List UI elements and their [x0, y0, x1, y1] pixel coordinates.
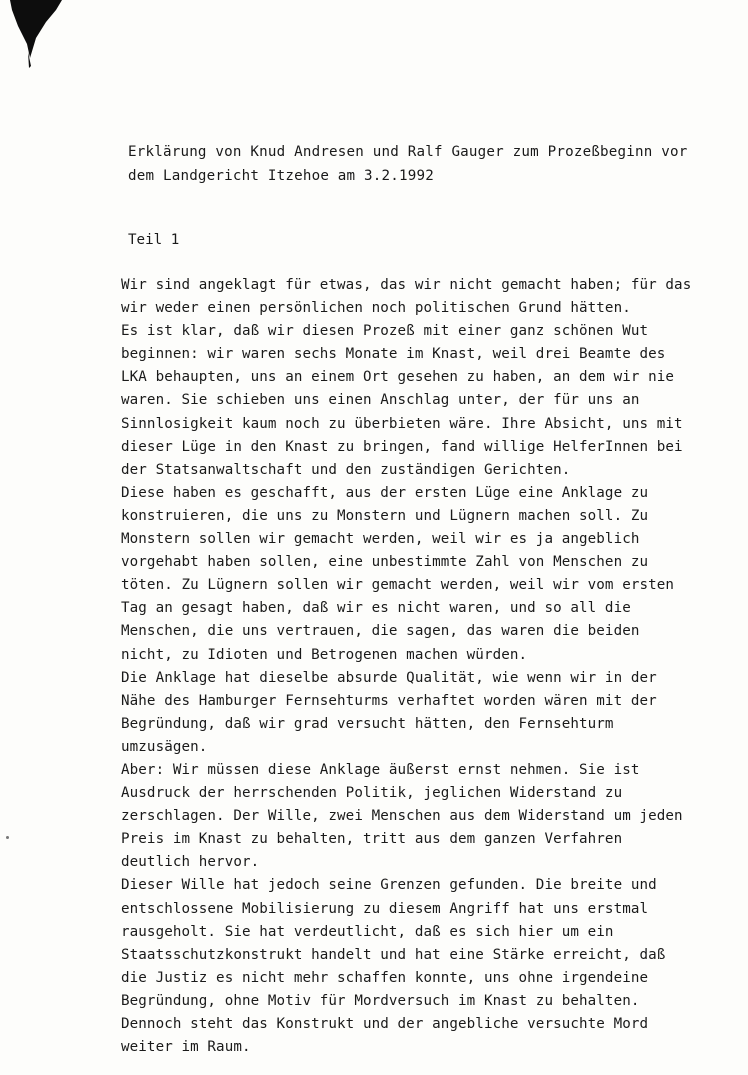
body-line: Ausdruck der herrschenden Politik, jeglichen Widerstand zu: [121, 785, 623, 802]
body-line: Menschen, die uns vertrauen, die sagen, das waren die beiden: [121, 623, 640, 640]
title-line: Erklärung von Knud Andresen und Ralf Gauger zum Prozeßbeginn vor: [128, 144, 688, 160]
scan-speck: [6, 836, 9, 839]
body-line: konstruieren, die uns zu Monstern und Lügnern machen soll. Zu: [121, 507, 649, 524]
body-line: Monstern sollen wir gemacht werden, weil wir es ja angeblich: [121, 531, 640, 548]
body-line: rausgeholt. Sie hat verdeutlicht, daß es sich hier um ein: [121, 923, 614, 940]
body-line: Dieser Wille hat jedoch seine Grenzen gefunden. Die breite und: [121, 877, 657, 894]
body-line: beginnen: wir waren sechs Monate im Knast, weil drei Beamte des: [121, 346, 666, 363]
body-line: entschlossene Mobilisierung zu diesem Angriff hat uns erstmal: [121, 900, 649, 917]
body-line: Begründung, daß wir grad versucht hätten, den Fernsehturm: [121, 715, 614, 732]
body-line: Sinnlosigkeit kaum noch zu überbieten wäre. Ihre Absicht, uns mit: [121, 415, 683, 432]
body-line: dieser Lüge in den Knast zu bringen, fand willige HelferInnen bei: [121, 438, 683, 455]
body-line: zerschlagen. Der Wille, zwei Menschen aus dem Widerstand um jeden: [121, 808, 683, 825]
body-line: Aber: Wir müssen diese Anklage äußerst ernst nehmen. Sie ist: [121, 761, 640, 778]
body-line: deutlich hervor.: [121, 854, 260, 871]
body-line: Die Anklage hat dieselbe absurde Qualität, wie wenn wir in der: [121, 669, 657, 686]
body-line: waren. Sie schieben uns einen Anschlag unter, der für uns an: [121, 392, 640, 409]
body-line: Tag an gesagt haben, daß wir es nicht waren, und so all die: [121, 600, 631, 617]
body-line: Nähe des Hamburger Fernsehturms verhaftet worden wären mit der: [121, 692, 657, 709]
body-line: der Statsanwaltschaft und den zuständigen Gerichten.: [121, 461, 571, 478]
body-line: Es ist klar, daß wir diesen Prozeß mit einer ganz schönen Wut: [121, 323, 649, 340]
body-line: LKA behaupten, uns an einem Ort gesehen zu haben, an dem wir nie: [121, 369, 675, 386]
body-line: wir weder einen persönlichen noch politischen Grund hätten.: [121, 300, 631, 317]
body-line: Begründung, ohne Motiv für Mordversuch im Knast zu behalten.: [121, 992, 640, 1009]
corner-punch-mark: [0, 0, 70, 70]
body-line: weiter im Raum.: [121, 1039, 251, 1056]
body-text: [121, 274, 736, 1059]
body-line: Staatsschutzkonstrukt handelt und hat eine Stärke erreicht, daß: [121, 946, 666, 963]
body-line: die Justiz es nicht mehr schaffen konnte, uns ohne irgendeine: [121, 969, 649, 986]
body-line: Dennoch steht das Konstrukt und der angebliche versuchte Mord: [121, 1016, 649, 1032]
document-title: [128, 140, 728, 188]
body-line: umzusägen.: [121, 738, 208, 755]
body-line: nicht, zu Idioten und Betrogenen machen würden.: [121, 646, 528, 663]
body-line: Preis im Knast zu behalten, tritt aus dem ganzen Verfahren: [121, 831, 623, 848]
body-line: töten. Zu Lügnern sollen wir gemacht werden, weil wir vom ersten: [121, 577, 675, 594]
body-line: vorgehabt haben sollen, eine unbestimmte Zahl von Menschen zu: [121, 554, 649, 571]
body-line: Diese haben es geschafft, aus der ersten Lüge eine Anklage zu: [121, 484, 649, 501]
section-label: Teil 1: [128, 232, 180, 248]
body-line: Wir sind angeklagt für etwas, das wir nicht gemacht haben; für das: [121, 277, 692, 293]
title-line: dem Landgericht Itzehoe am 3.2.1992: [128, 168, 434, 184]
